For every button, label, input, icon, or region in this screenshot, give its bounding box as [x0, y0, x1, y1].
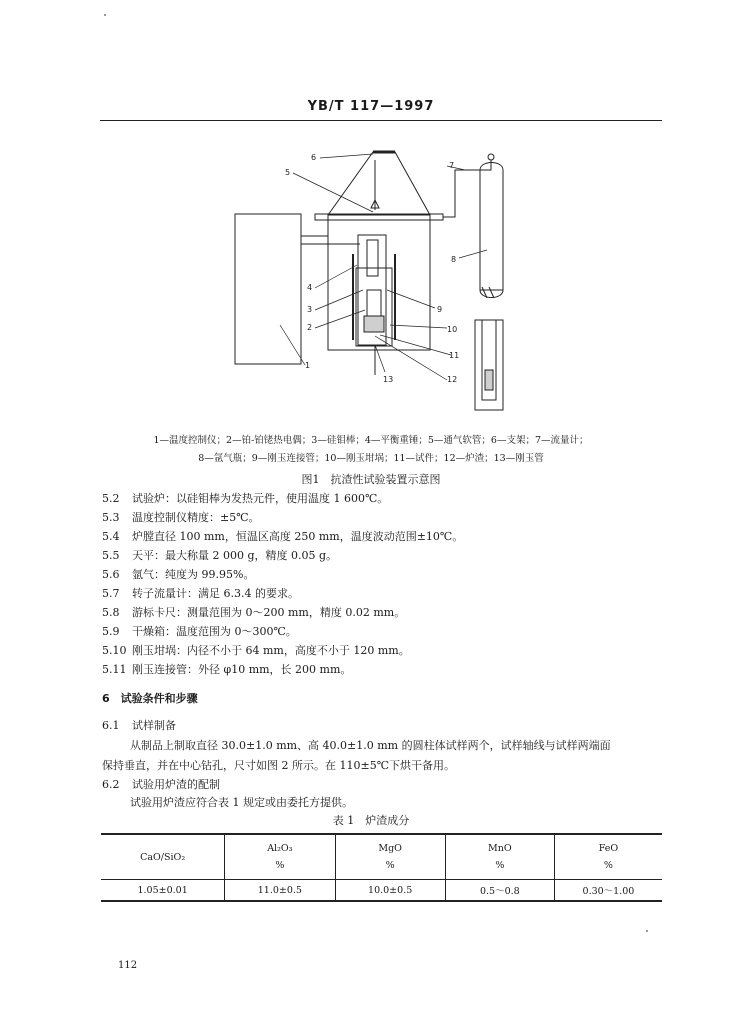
- argon-cylinder: [480, 163, 503, 291]
- callout-1: 1: [305, 361, 311, 370]
- balance-weight: [367, 240, 378, 276]
- scan-speck: [104, 14, 106, 16]
- callout-10: 10: [447, 325, 458, 334]
- list-item: 5.6 氩气：纯度为 99.95%。: [102, 568, 255, 581]
- table-header-cell: FeO %: [554, 834, 662, 880]
- detail-crucible: [475, 320, 503, 410]
- callout-8: 8: [451, 255, 457, 264]
- figure-caption: 图1 抗渣性试验装置示意图: [301, 473, 441, 486]
- list-item: 5.11 刚玉连接管：外径 φ10 mm，长 200 mm。: [102, 663, 352, 676]
- list-item: 5.5 天平：最大称量 2 000 g，精度 0.05 g。: [102, 549, 338, 562]
- furnace-roof: [328, 152, 430, 215]
- callout-2: 2: [307, 323, 313, 332]
- header-rule: [100, 120, 662, 121]
- page-number: 112: [118, 960, 138, 971]
- paragraph-line: 试验用炉渣应符合表 1 规定或由委托方提供。: [130, 796, 353, 809]
- table-row: [101, 880, 662, 902]
- table-cell: 11.0±0.5: [225, 880, 335, 902]
- table-cell: 0.30～1.00: [554, 880, 662, 902]
- figure-legend-line-2: 8—氩气瓶；9—刚玉连接管；10—刚玉坩埚；11—试件；12—炉渣；13—刚玉管: [198, 453, 544, 464]
- callout-7: 7: [449, 161, 455, 170]
- subsection-6-2-heading: 6.2 试验用炉渣的配制: [102, 778, 220, 791]
- table-cell: 10.0±0.5: [335, 880, 445, 902]
- table-cell: 1.05±0.01: [137, 884, 188, 896]
- apparatus-diagram: [225, 140, 525, 412]
- callout-13: 13: [383, 375, 394, 384]
- callout-9: 9: [437, 305, 443, 314]
- list-item: 5.4 炉膛直径 100 mm，恒温区高度 250 mm，温度波动范围±10℃。: [102, 530, 464, 543]
- table-caption: 表 1 炉渣成分: [332, 814, 410, 827]
- table-header-cell: Al₂O₃ %: [225, 834, 335, 880]
- table-header-cell: MnO %: [445, 834, 554, 880]
- section-6-heading: 6 试验条件和步骤: [102, 692, 198, 705]
- list-item: 5.10 刚玉坩埚：内径不小于 64 mm，高度不小于 120 mm。: [102, 644, 410, 657]
- table-header-cell: CaO/SiO₂: [101, 834, 225, 880]
- callout-11: 11: [449, 351, 460, 360]
- list-item: 5.7 转子流量计：满足 6.3.4 的要求。: [102, 587, 299, 600]
- subsection-6-1-heading: 6.1 试样制备: [102, 719, 176, 732]
- list-item: 5.2 试验炉：以硅钼棒为发热元件，使用温度 1 600℃。: [102, 492, 389, 505]
- table-header-row: [101, 834, 662, 880]
- page-header: YB/T 117—1997: [307, 99, 435, 114]
- scan-speck: [646, 930, 648, 932]
- callout-4: 4: [307, 283, 313, 292]
- temperature-controller: [235, 214, 301, 364]
- table-header-cell: MgO %: [335, 834, 445, 880]
- paragraph-line: 保持垂直，并在中心钻孔，尺寸如图 2 所示。在 110±5℃下烘干备用。: [102, 759, 456, 772]
- list-item: 5.8 游标卡尺：测量范围为 0～200 mm，精度 0.02 mm。: [102, 606, 406, 619]
- callout-6: 6: [311, 153, 317, 162]
- slag-composition-table: [101, 833, 662, 902]
- slag: [364, 316, 384, 332]
- callout-3: 3: [307, 305, 313, 314]
- paragraph-line: 从制品上制取直径 30.0±1.0 mm、高 40.0±1.0 mm 的圆柱体试样两个，试样轴线与试样两端面: [130, 739, 611, 752]
- list-item: 5.9 干燥箱：温度范围为 0～300℃。: [102, 625, 297, 638]
- figure-legend-line-1: 1—温度控制仪；2—铂-铂铑热电偶；3—硅钼棒；4—平衡重锤；5—通气软管；6—支架；7—流量计；: [153, 435, 589, 446]
- table-cell: 0.5～0.8: [445, 880, 554, 902]
- callout-5: 5: [285, 168, 291, 177]
- flowmeter: [488, 154, 494, 160]
- callout-12: 12: [447, 375, 458, 384]
- list-item: 5.3 温度控制仪精度：±5℃。: [102, 511, 260, 524]
